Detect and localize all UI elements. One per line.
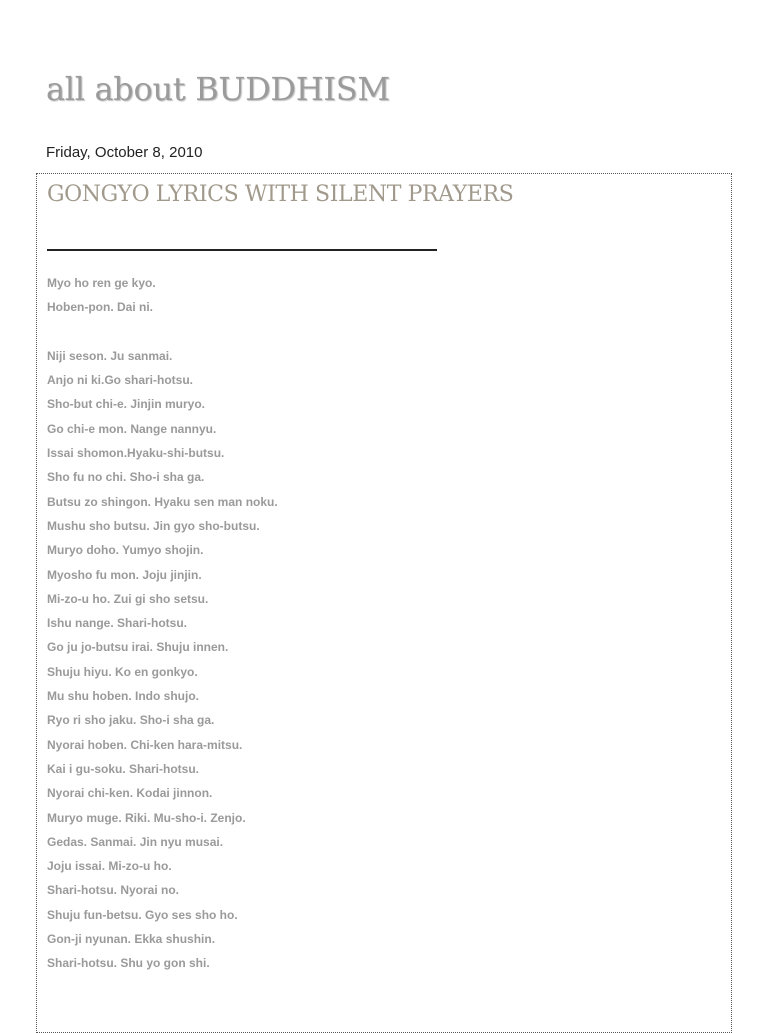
lyric-line: Shari-hotsu. Shu yo gon shi. <box>47 956 210 971</box>
lyric-line: Sho-but chi-e. Jinjin muryo. <box>47 397 206 412</box>
lyric-line: Ryo ri sho jaku. Sho-i sha ga. <box>47 713 215 728</box>
lyric-line: Shuju fun-betsu. Gyo ses sho ho. <box>47 907 238 922</box>
lyric-line: Myosho fu mon. Joju jinjin. <box>47 567 202 582</box>
stanza-gap <box>47 320 278 344</box>
lyric-line: Shari-hotsu. Nyorai no. <box>47 883 180 898</box>
blog-title[interactable]: all about BUDDHISM <box>46 70 390 108</box>
lyrics-list <box>47 271 278 976</box>
lyric-line: Hoben-pon. Dai ni. <box>47 300 153 315</box>
post-title: GONGYO LYRICS WITH SILENT PRAYERS <box>47 182 514 207</box>
lyric-line: Joju issai. Mi-zo-u ho. <box>47 859 172 874</box>
lyric-line: Go chi-e mon. Nange nannyu. <box>47 421 217 436</box>
lyric-line: Nyorai hoben. Chi-ken hara-mitsu. <box>47 737 243 752</box>
lyric-line: Myo ho ren ge kyo. <box>47 276 156 290</box>
lyric-line: Sho fu no chi. Sho-i sha ga. <box>47 470 205 485</box>
lyric-line: Niji seson. Ju sanmai. <box>47 348 173 363</box>
lyric-line: Go ju jo-butsu irai. Shuju innen. <box>47 640 229 655</box>
lyric-line: Muryo muge. Riki. Mu-sho-i. Zenjo. <box>47 810 246 825</box>
lyric-line: Nyorai chi-ken. Kodai jinnon. <box>47 786 213 801</box>
lyric-line: Mushu sho butsu. Jin gyo sho-butsu. <box>47 518 260 533</box>
lyric-line: Anjo ni ki.Go shari-hotsu. <box>47 373 194 388</box>
lyric-line: Gon-ji nyunan. Ekka shushin. <box>47 932 216 947</box>
lyric-line: Mi-zo-u ho. Zui gi sho setsu. <box>47 591 209 606</box>
post-container <box>36 173 732 1033</box>
lyric-line: Shuju hiyu. Ko en gonkyo. <box>47 664 198 679</box>
lyric-line: Gedas. Sanmai. Jin nyu musai. <box>47 834 224 849</box>
lyric-line: Muryo doho. Yumyo shojin. <box>47 543 204 558</box>
lyric-line: Kai i gu-soku. Shari-hotsu. <box>47 761 200 776</box>
lyric-line: Mu shu hoben. Indo shujo. <box>47 689 199 704</box>
lyric-line: Issai shomon.Hyaku-shi-butsu. <box>47 446 225 461</box>
horizontal-rule <box>47 249 437 251</box>
lyric-line: Butsu zo shingon. Hyaku sen man noku. <box>47 494 278 509</box>
post-date: Friday, October 8, 2010 <box>46 144 203 161</box>
lyric-line: Ishu nange. Shari-hotsu. <box>47 616 188 631</box>
